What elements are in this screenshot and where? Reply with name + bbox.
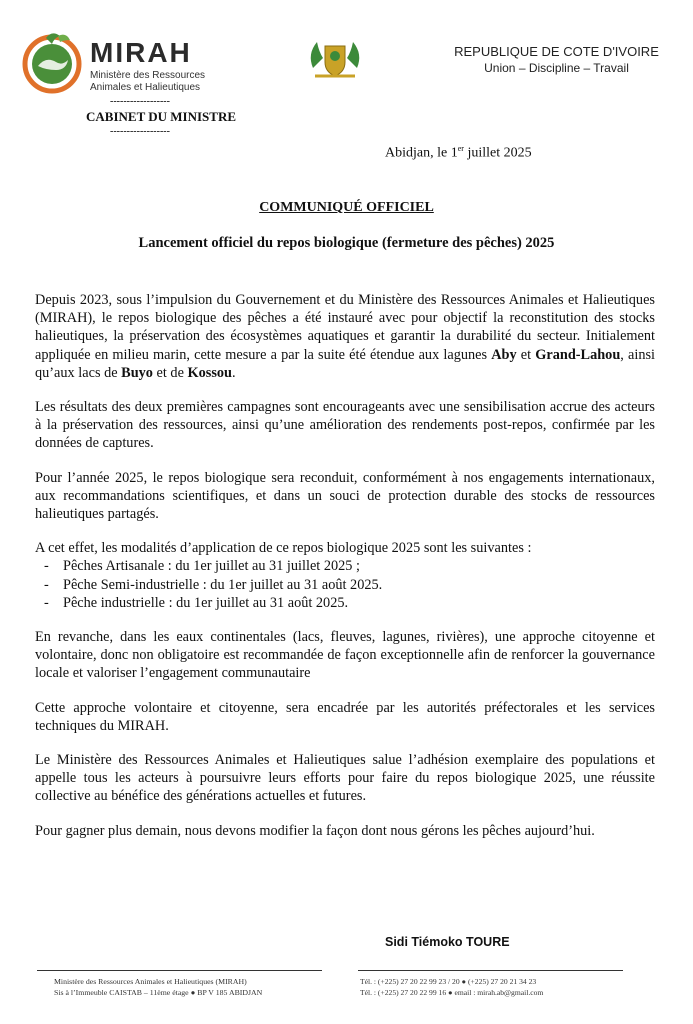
signatory-name: Sidi Tiémoko TOURE — [385, 935, 510, 949]
cabinet-divider-top: ------------------ — [110, 96, 170, 107]
footer-divider-right — [358, 970, 623, 971]
footer-phones: Tél. : (+225) 27 20 22 99 23 / 20 ● (+225) 27 20 21 34 23 — [360, 977, 537, 986]
footer-address — [54, 976, 262, 998]
place-buyo: Buyo — [121, 364, 153, 381]
logo-name: MIRAH — [90, 37, 192, 68]
list-dash: - — [44, 576, 49, 593]
cabinet-divider-bottom: ------------------ — [110, 126, 170, 137]
republic-motto: Union – Discipline – Travail — [484, 61, 629, 75]
footer-contacts — [360, 976, 543, 998]
place-kossou: Kossou — [187, 364, 232, 381]
list-item-text: Pêche Semi-industrielle : du 1er juillet au 31 août 2025. — [63, 576, 383, 593]
list-item-text: Pêches Artisanale : du 1er juillet au 31 juillet 2025 ; — [63, 558, 360, 575]
document-date — [385, 144, 532, 162]
republic-block — [449, 44, 664, 76]
communique-body — [35, 291, 655, 856]
paragraph-8: Pour gagner plus demain, nous devons modifier la façon dont nous gérons les pêches aujourd’hui. — [35, 822, 595, 839]
p1-text-a: Depuis 2023, sous l’impulsion du Gouvernement et du Ministère des Ressources Animales et Halieutiques (MIRAH), le repos biologique des pêches a été instauré avec pour objectif la reconstitution des stocks halieutiques, la préservation des écosystèmes aquatiques et garantir la durabilité du secteur. Initialement appliquée en milieu marin, cette mesure a par la suite été étendue aux lagunes — [35, 292, 655, 363]
paragraph-7: Le Ministère des Ressources Animales et Halieutiques salue l’adhésion exemplaire des populations et appelle tous les acteurs à poursuivre leurs efforts pour faire du repos biologique 2025, une réussite collective au bénéfice des générations actuelles et futures. — [35, 752, 655, 805]
communique-subtitle: Lancement officiel du repos biologique (fermeture des pêches) 2025 — [138, 235, 555, 251]
list-dash: - — [44, 558, 49, 575]
p1-end: . — [232, 364, 236, 381]
republic-name: REPUBLIQUE DE COTE D'IVOIRE — [454, 44, 659, 59]
place-aby: Aby — [491, 346, 517, 363]
list-item — [35, 576, 655, 594]
date-suffix: juillet 2025 — [463, 145, 532, 161]
p1-text-b: , ainsi qu’aux lacs de — [35, 346, 656, 381]
date-prefix: Abidjan, le 1 — [385, 145, 458, 161]
fishing-periods-list — [35, 557, 655, 612]
date-superscript: er — [457, 144, 464, 153]
list-item — [35, 594, 655, 612]
list-dash: - — [44, 594, 49, 611]
cabinet-title: CABINET DU MINISTRE — [86, 109, 237, 124]
communique-title: COMMUNIQUÉ OFFICIEL — [259, 200, 434, 215]
footer-ministry: Ministère des Ressources Animales et Halieutiques (MIRAH) — [54, 977, 247, 986]
mirah-logo-icon — [20, 30, 84, 94]
footer-location: Sis à l’Immeuble CAISTAB – 11ème étage ● BP V 185 ABIDJAN — [54, 988, 263, 997]
p1-and-2: et de — [152, 364, 188, 381]
logo-subtitle-line-2: Animales et Halieutiques — [90, 82, 201, 93]
paragraph-5: En revanche, dans les eaux continentales (lacs, fleuves, lagunes, rivières), une approche citoyenne et volontaire, donc non obligatoire est recommandée de façon exceptionnelle afin de renforcer la gouvernance locale et valoriser l’engagement communautaire — [35, 629, 655, 682]
list-item — [35, 557, 655, 575]
list-item-text: Pêche industrielle : du 1er juillet au 31 août 2025. — [63, 594, 349, 611]
paragraph-6: Cette approche volontaire et citoyenne, sera encadrée par les autorités préfectorales et les services techniques du MIRAH. — [35, 699, 655, 734]
logo-subtitle-line-1: Ministère des Ressources — [90, 70, 206, 81]
paragraph-1 — [35, 291, 655, 382]
footer-phone-email: Tél. : (+225) 27 20 22 99 16 ● email : mirah.ab@gmail.com — [360, 988, 544, 997]
paragraph-3: Pour l’année 2025, le repos biologique sera reconduit, conformément à nos engagements internationaux, aux recommandations scientifiques, et dans un souci de protection durable des stocks de ressources halieutiques partagés. — [35, 469, 655, 523]
coat-of-arms-icon — [307, 38, 363, 82]
place-grand-lahou: Grand-Lahou — [535, 346, 621, 363]
logo-subtitle — [90, 70, 205, 94]
p1-and-1: et — [516, 346, 536, 363]
paragraph-4: A cet effet, les modalités d’application de ce repos biologique 2025 sont les suivantes : — [35, 540, 532, 557]
footer-divider-left — [37, 970, 322, 971]
paragraph-2: Les résultats des deux premières campagnes sont encourageants avec une sensibilisation accrue des acteurs à la préservation des ressources, ainsi qu’une amélioration des rendements post-repos, confirmée par les données de captures. — [35, 399, 655, 452]
